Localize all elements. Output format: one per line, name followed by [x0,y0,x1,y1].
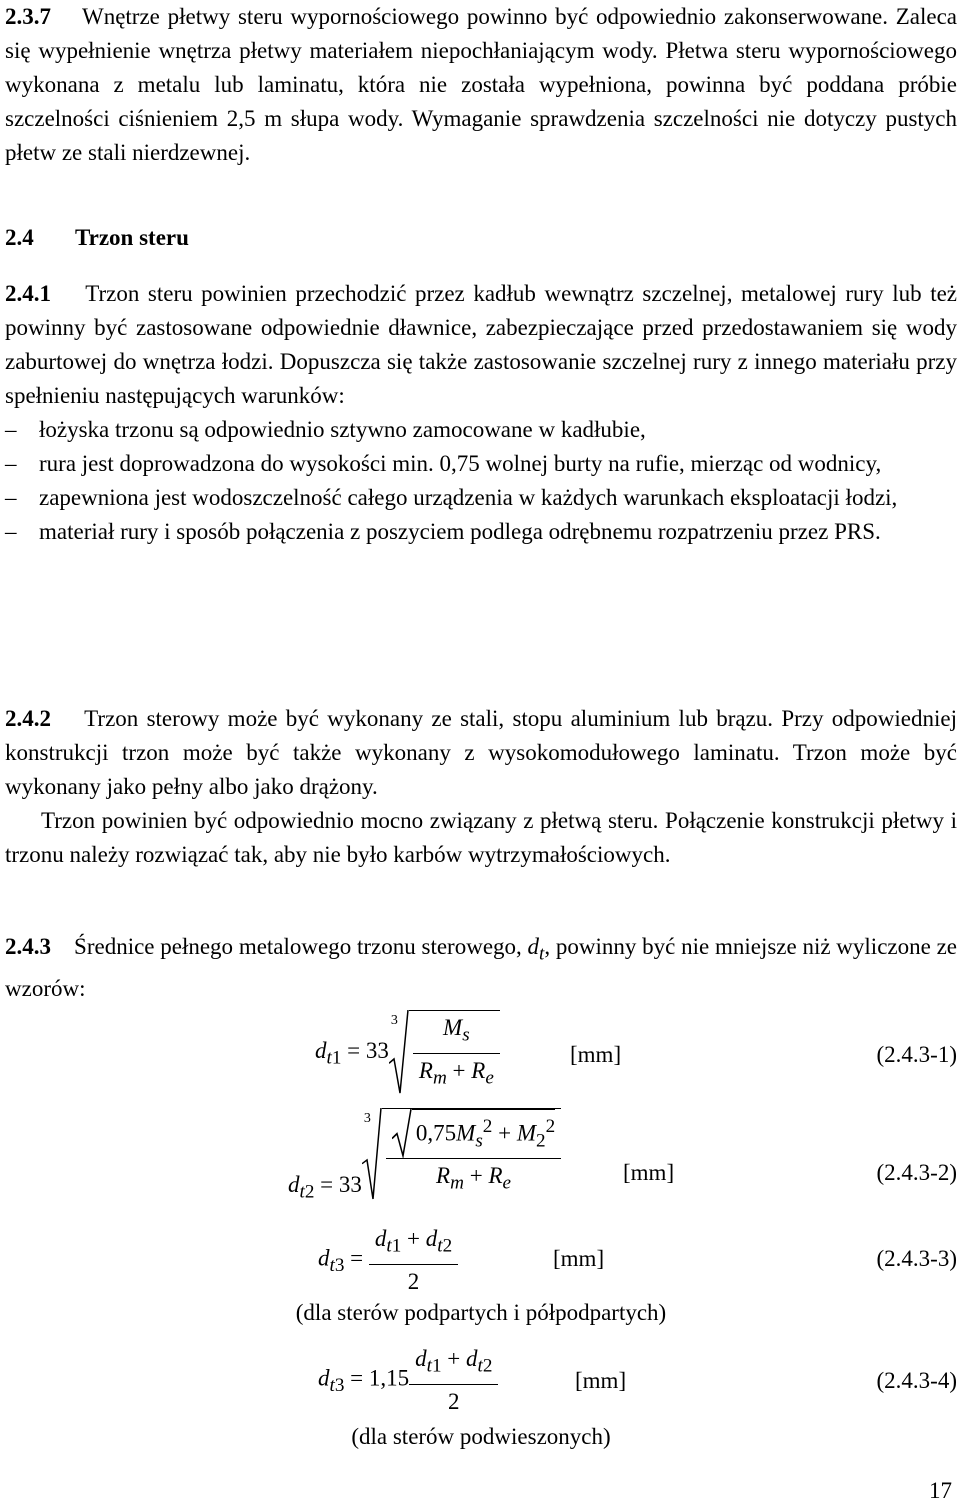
section-number: 2.4.1 [5,281,51,306]
unit: [mm] [623,1160,675,1185]
variable: d [527,934,540,959]
equation-number: (2.4.3-3) [876,1246,957,1271]
section-2-4-1 [5,277,957,549]
equation-2-4-3-2 [5,1108,957,1208]
formula: $d_{t2} = 33$ 3 $\frac{0,75M_s^2 + M_2^2}{R_m + R_e}$ [288,1108,561,1201]
page-number: 17 [929,1478,952,1503]
coefficient: 0,75 [415,1120,457,1146]
equation-caption: (dla sterów podpartych i półpodpartych) [295,1300,667,1325]
paragraph [5,0,957,170]
coefficient: 1,15 [368,1365,410,1391]
section-title: Trzon steru [75,225,189,250]
section-2-4-2 [5,702,957,872]
square-root: $0,75M_s^2 + M_2^2$ [392,1109,555,1158]
list-item: – materiał rury i sposób połączenia z poszyciem podlega odrębnemu rozpatrzeniu przez PRS. [5,515,957,549]
paragraph: Trzon powinien być odpowiednio mocno związany z płetwą steru. Połączenie konstrukcji płetwy i trzonu należy rozwiązać tak, aby nie było karbów wytrzymałościowych. [5,808,957,867]
list-item: – rura jest doprowadzona do wysokości min. 0,75 wolnej burty na rufie, mierząc od wodnicy, [5,447,957,481]
paragraph [5,277,957,413]
section-heading-2-4 [5,221,957,255]
cube-root: 3 $\frac{0,75M_s^2 + M_2^2}{R_m + R_e}$ [362,1108,561,1201]
section-number: 2.4 [5,225,34,250]
paragraph-text: , powinny być nie mniejsze niż wyliczone ze wzorów: [5,934,957,1001]
section-2-4-3 [5,930,957,1006]
unit: [mm] [570,1042,622,1067]
formula: $d_{t3} = 1,15$ $\frac{d_{t1} + d_{t2}}{2}$ [318,1342,498,1419]
paragraph-text: Wnętrze płetwy steru wypornościowego powinno być odpowiednio zakonserwowane. Zaleca się wypełnienie wnętrza płetwy materiałem niepochłaniającym wody. Płetwa steru wypornościowego wykonana z metalu lub laminatu, która nie została wypełniona, powinna być poddana próbie szczelności ciśnieniem 2,5 m słupa wody. Wymaganie sprawdzenia szczelności nie dotyczy pustych płetw ze stali nierdzewnej. [5,4,958,165]
list-item: – łożyska trzonu są odpowiednio sztywno zamocowane w kadłubie, [5,413,957,447]
variable-subscript: t [539,943,545,965]
unit: [mm] [575,1368,627,1393]
equation-number: (2.4.3-2) [876,1160,957,1185]
equation-2-4-3-1 [5,1010,957,1110]
equation-number: (2.4.3-4) [876,1368,957,1393]
section-number: 2.4.2 [5,706,51,731]
paragraph-text: Trzon steru powinien przechodzić przez kadłub wewnątrz szczelnej, metalowej rury lub też powinny być zastosowane odpowiednie dławnice, zabezpieczające przed przedostawaniem się wody zaburtowej do wnętrza łodzi. Dopuszcza się także zastosowanie szczelnej rury z innego materiału przy spełnieniu następujących warunków: [5,281,957,408]
equation-caption: (dla sterów podwieszonych) [351,1424,611,1449]
equation-number: (2.4.3-1) [876,1042,957,1067]
paragraph-text: Trzon sterowy może być wykonany ze stali, stopu aluminium lub brązu. Przy odpowiedniej konstrukcji trzon może być także wykonany z wysokomodułowego laminatu. Trzon może być wykonany jako pełny albo jako drążony. [5,706,957,799]
paragraph [5,702,957,804]
paragraph [5,930,957,1006]
formula: $d_{t3}$ = $\frac{d_{t1} + d_{t2}}{2}$ [318,1222,458,1299]
section-number: 2.4.3 [5,934,51,959]
cube-root: 3 $\frac{M_s}{R_m + R_e}$ [389,1010,500,1095]
coefficient: 33 [338,1171,362,1197]
section-2-3-7 [5,0,957,170]
unit: [mm] [553,1246,605,1271]
paragraph-text: Średnice pełnego metalowego trzonu sterowego, [74,934,528,959]
section-number: 2.3.7 [5,4,51,29]
list-item: – zapewniona jest wodoszczelność całego urządzenia w każdych warunkach eksploatacji łodzi, [5,481,957,515]
formula: $d_{t1} = 33$ 3 $\frac{M_s}{R_m + R_e}$ [315,1010,500,1095]
coefficient: 33 [365,1037,389,1063]
